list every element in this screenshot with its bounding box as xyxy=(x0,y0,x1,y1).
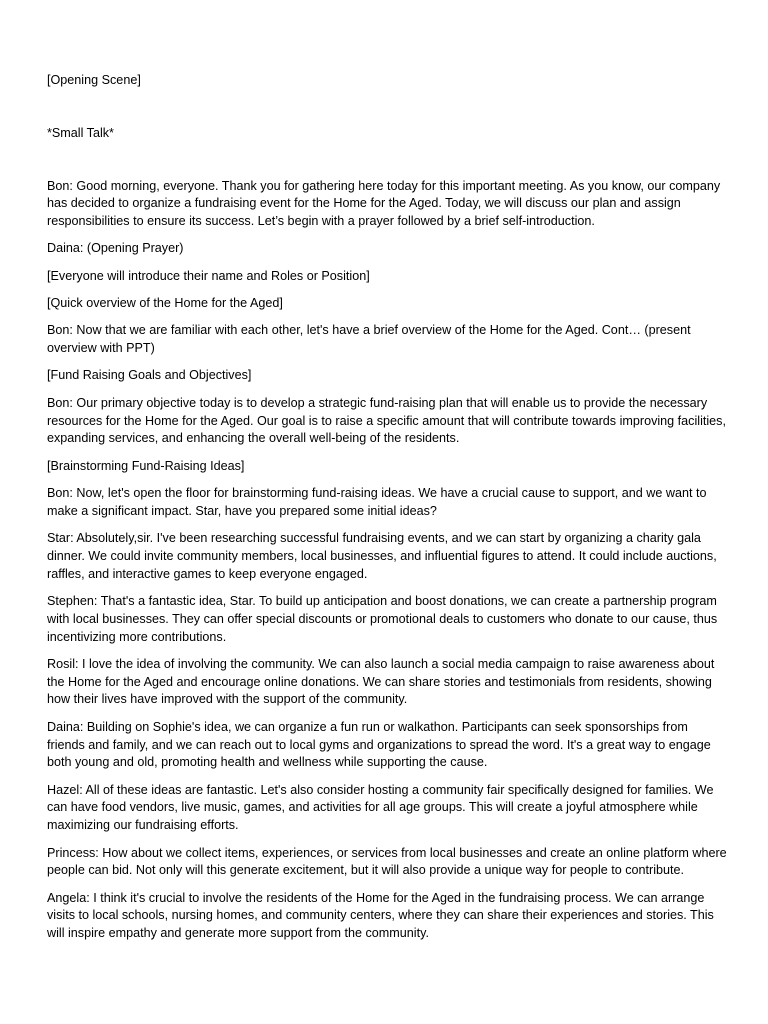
small-talk-note: *Small Talk* xyxy=(47,125,114,140)
dialogue-princess: Princess: How about we collect items, experiences, or services from local businesses and create an online platform where people can bid. Not only will this generate excitement, but it will also provide a unique way for people to contribute. xyxy=(47,845,727,878)
section-heading-overview: [Quick overview of the Home for the Aged] xyxy=(47,296,283,311)
dialogue-angela: Angela: I think it's crucial to involve the residents of the Home for the Aged in the fundraising process. We can arrange visits to local schools, nursing homes, and community centers, where they can share their experiences and stories. This will inspire empathy and generate more support from the community. xyxy=(47,890,714,941)
dialogue-hazel: Hazel: All of these ideas are fantastic. Let's also consider hosting a community fair specifically designed for families. We can have food vendors, live music, games, and activities for all age groups. This will create a joyful atmosphere while maximizing our fundraising efforts. xyxy=(47,782,714,833)
dialogue-bon-objective: Bon: Our primary objective today is to develop a strategic fund-raising plan that will enable us to provide the necessary resources for the Home for the Aged. Our goal is to raise a specific amount that will contribute towards improving facilities, expanding services, and enhancing the overall well-being of the residents. xyxy=(47,395,726,446)
dialogue-rosil: Rosil: I love the idea of involving the community. We can also launch a social media campaign to raise awareness about the Home for the Aged and encourage online donations. We can share stories and testimonials from residents, showing how their lives have improved with the support of the community. xyxy=(47,656,715,707)
dialogue-bon-overview: Bon: Now that we are familiar with each other, let's have a brief overview of the Home for the Aged. Cont… (present overview with PPT) xyxy=(47,323,691,356)
section-heading-goals: [Fund Raising Goals and Objectives] xyxy=(47,368,252,383)
dialogue-bon-brainstorm: Bon: Now, let's open the floor for brainstorming fund-raising ideas. We have a crucial cause to support, and we want to make a significant impact. Star, have you prepared some initial ideas? xyxy=(47,485,707,518)
dialogue-star: Star: Absolutely,sir. I've been researching successful fundraising events, and we can start by organizing a charity gala dinner. We could invite community members, local businesses, and influential figures to attend. It could include auctions, raffles, and interactive games to keep everyone engaged. xyxy=(47,531,717,581)
section-heading-brainstorming: [Brainstorming Fund-Raising Ideas] xyxy=(47,458,245,473)
dialogue-daina-prayer: Daina: (Opening Prayer) xyxy=(47,241,184,256)
dialogue-bon-welcome: Bon: Good morning, everyone. Thank you for gathering here today for this important meeting. As you know, our company has decided to organize a fundraising event for the Home for the Aged. Today, we will discuss our plan and assign responsibilities to ensure its success. Let’s begin with a prayer followed by a brief self-introduction. xyxy=(47,178,721,229)
dialogue-daina-fun-run: Daina: Building on Sophie's idea, we can organize a fun run or walkathon. Participants can seek sponsorships from friends and family, and we can reach out to local gyms and organizations to spread the word. It's a great way to engage both young and old, promoting health and wellness while supporting the cause. xyxy=(47,719,711,770)
scene-heading-opening: [Opening Scene] xyxy=(47,73,141,87)
document-body xyxy=(47,72,727,952)
dialogue-stephen: Stephen: That's a fantastic idea, Star. To build up anticipation and boost donations, we can create a partnership program with local businesses. They can offer special discounts or promotional deals to customers who donate to our cause, thus incentivizing more contributions. xyxy=(47,593,718,644)
stage-note-introductions: [Everyone will introduce their name and Roles or Position] xyxy=(47,268,370,283)
